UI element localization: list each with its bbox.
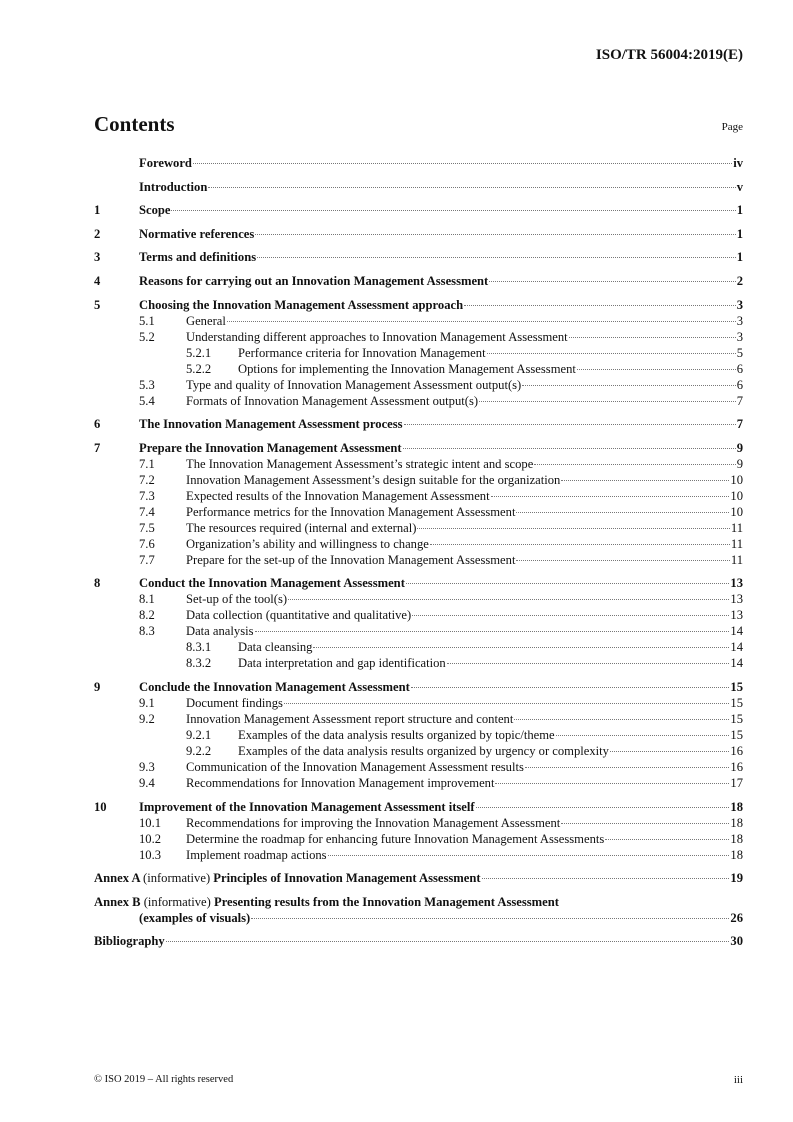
section-title: Improvement of the Innovation Management Assessment itself	[139, 799, 475, 814]
toc-entry[interactable]	[94, 377, 743, 393]
page-ref: 6	[736, 361, 743, 376]
toc-entry-annex-cont[interactable]	[94, 910, 743, 926]
section-number: 5.2	[139, 329, 155, 344]
section-number: 5.2.1	[186, 345, 212, 360]
section-title: Communication of the Innovation Management Assessment results	[186, 759, 524, 774]
dot-leader	[328, 855, 730, 856]
page-ref: 14	[730, 624, 743, 639]
dot-leader	[605, 839, 729, 840]
page-ref: 17	[730, 775, 743, 790]
section-number: 8.3.2	[186, 656, 212, 671]
page-ref: 1	[736, 203, 743, 218]
dot-leader	[404, 424, 736, 425]
section-number: 9.3	[139, 759, 155, 774]
toc-entry[interactable]	[94, 639, 743, 655]
toc-entry[interactable]	[94, 393, 743, 409]
dot-leader	[208, 187, 735, 188]
dot-leader	[288, 599, 729, 600]
page-ref: 18	[730, 847, 743, 862]
dot-leader	[255, 631, 730, 632]
page-ref: 10	[730, 488, 743, 503]
annex-label: Annex A	[94, 871, 140, 886]
page-ref: v	[736, 179, 743, 194]
annex-label: Annex B	[94, 894, 141, 909]
section-number: 7.1	[139, 456, 155, 471]
annex-title-cont: (examples of visuals)	[139, 910, 251, 925]
page-ref: 6	[736, 377, 743, 392]
section-title: Recommendations for improving the Innovation Management Assessment	[186, 815, 561, 830]
section-number: 7.6	[139, 536, 155, 551]
toc-entry[interactable]	[94, 655, 743, 671]
page-ref: 15	[730, 679, 743, 694]
section-number: 7.2	[139, 472, 155, 487]
section-title: Reasons for carrying out an Innovation Management Assessment	[139, 273, 489, 288]
section-number: 9.1	[139, 695, 155, 710]
page-number: iii	[733, 1074, 743, 1086]
toc-entry[interactable]	[94, 504, 743, 520]
page-ref: 19	[730, 871, 743, 886]
dot-leader	[556, 735, 730, 736]
page-ref: 26	[730, 910, 743, 925]
section-title: The resources required (internal and external)	[186, 520, 417, 535]
section-title: Conclude the Innovation Management Assessment	[139, 679, 410, 694]
page-ref: 11	[730, 552, 743, 567]
section-number: 10.3	[139, 847, 162, 862]
toc-entry[interactable]	[94, 297, 743, 313]
dot-leader	[479, 401, 736, 402]
section-number: 9.2.2	[186, 743, 212, 758]
section-number: 8.2	[139, 608, 155, 623]
dot-leader	[534, 464, 735, 465]
toc-entry-annex[interactable]	[94, 894, 743, 910]
section-title: Performance criteria for Innovation Management	[238, 345, 486, 360]
page-title: Contents	[94, 112, 175, 136]
dot-leader	[476, 807, 730, 808]
section-number: 9.4	[139, 775, 155, 790]
section-title: Implement roadmap actions	[186, 847, 327, 862]
toc-entry[interactable]	[94, 472, 743, 488]
section-number: 5.2.2	[186, 361, 212, 376]
section-title: Options for implementing the Innovation Management Assessment	[238, 361, 576, 376]
page-ref: 18	[730, 815, 743, 830]
section-number: 4	[94, 273, 101, 288]
page-ref: 10	[730, 472, 743, 487]
section-title: Set-up of the tool(s)	[186, 592, 288, 607]
page-ref: 15	[730, 695, 743, 710]
dot-leader	[522, 385, 735, 386]
section-title: Determine the roadmap for enhancing future Innovation Management Assessments	[186, 831, 605, 846]
section-number: 5.4	[139, 393, 155, 408]
page-ref: 18	[730, 831, 743, 846]
section-title: Prepare the Innovation Management Assessment	[139, 440, 402, 455]
toc-entry[interactable]	[94, 273, 743, 289]
page-ref: 1	[736, 250, 743, 265]
section-title: Understanding different approaches to Innovation Management Assessment	[186, 329, 568, 344]
page-ref: 15	[730, 727, 743, 742]
toc-entry[interactable]	[94, 759, 743, 775]
toc-entry[interactable]	[94, 202, 743, 218]
toc-entry[interactable]	[94, 440, 743, 456]
dot-leader	[525, 767, 730, 768]
dot-leader	[417, 528, 729, 529]
section-number: 7.7	[139, 552, 155, 567]
annex-note: (informative)	[143, 871, 211, 886]
toc-entry-annex[interactable]	[94, 870, 743, 886]
dot-leader	[255, 234, 735, 235]
page-ref: 3	[736, 329, 743, 344]
section-number: 1	[94, 203, 101, 218]
dot-leader	[464, 305, 736, 306]
section-title: Prepare for the set-up of the Innovation Management Assessment	[186, 552, 516, 567]
section-number: 6	[94, 417, 101, 432]
section-number: 7.5	[139, 520, 155, 535]
dot-leader	[487, 353, 736, 354]
toc-entry[interactable]	[94, 591, 743, 607]
toc-entry[interactable]	[94, 345, 743, 361]
dot-leader	[577, 369, 736, 370]
section-number: 7	[94, 440, 101, 455]
dot-leader	[561, 480, 729, 481]
section-title: Scope	[139, 203, 171, 218]
section-title: Recommendations for Innovation Management improvement	[186, 775, 495, 790]
page-ref: 11	[730, 536, 743, 551]
dot-leader	[561, 823, 729, 824]
dot-leader	[514, 719, 729, 720]
section-title: Type and quality of Innovation Management Assessment output(s)	[186, 377, 522, 392]
document-id: ISO/TR 56004:2019(E)	[595, 47, 743, 63]
section-number: 10.1	[139, 815, 162, 830]
dot-leader	[491, 496, 730, 497]
toc-entry[interactable]	[94, 361, 743, 377]
toc-entry[interactable]	[94, 313, 743, 329]
toc-entry[interactable]	[94, 679, 743, 695]
toc-entry[interactable]	[94, 552, 743, 568]
page-ref: 10	[730, 504, 743, 519]
section-title: General	[186, 313, 226, 328]
dot-leader	[495, 783, 729, 784]
toc-entry[interactable]	[94, 775, 743, 791]
dot-leader	[284, 703, 730, 704]
dot-leader	[403, 448, 736, 449]
section-number: 5	[94, 297, 101, 312]
annex-note: (informative)	[143, 894, 211, 909]
section-number: 8	[94, 576, 101, 591]
page-ref: 7	[736, 417, 743, 432]
toc-entry[interactable]	[94, 249, 743, 265]
toc-entry[interactable]	[94, 329, 743, 345]
page-ref: 3	[736, 297, 743, 312]
dot-leader	[516, 512, 729, 513]
page-ref: 18	[730, 799, 743, 814]
page-ref: 11	[730, 520, 743, 535]
section-title: Organization’s ability and willingness to change	[186, 536, 429, 551]
page-ref: 5	[736, 345, 743, 360]
dot-leader	[227, 321, 736, 322]
section-title: Examples of the data analysis results organized by urgency or complexity	[238, 743, 609, 758]
section-number: 5.3	[139, 377, 155, 392]
dot-leader	[193, 163, 732, 164]
dot-leader	[251, 918, 729, 919]
page-ref: 13	[730, 592, 743, 607]
section-title: Data collection (quantitative and qualitative)	[186, 608, 412, 623]
toc-entry[interactable]	[94, 155, 743, 171]
page-column-label: Page	[721, 121, 743, 133]
section-title: Innovation Management Assessment’s design suitable for the organization	[186, 472, 561, 487]
dot-leader	[166, 941, 730, 942]
section-title: Foreword	[139, 156, 192, 170]
dot-leader	[411, 687, 730, 688]
section-title: Normative references	[139, 226, 255, 241]
toc-entry[interactable]	[94, 456, 743, 472]
section-number: 8.3.1	[186, 640, 212, 655]
dot-leader	[569, 337, 736, 338]
dot-leader	[257, 257, 736, 258]
section-title: Expected results of the Innovation Management Assessment	[186, 488, 490, 503]
section-title: Data interpretation and gap identification	[238, 656, 446, 671]
toc-entry[interactable]	[94, 520, 743, 536]
toc-entry[interactable]	[94, 607, 743, 623]
page-ref: 2	[736, 273, 743, 288]
page-ref: 30	[730, 934, 743, 949]
section-number: 7.3	[139, 488, 155, 503]
dot-leader	[610, 751, 729, 752]
page-ref: 13	[730, 608, 743, 623]
section-title: Introduction	[139, 179, 208, 194]
section-number: 10	[94, 799, 107, 814]
toc-entry[interactable]	[94, 179, 743, 195]
dot-leader	[447, 663, 730, 664]
section-number: 9.2	[139, 711, 155, 726]
toc-entry[interactable]	[94, 488, 743, 504]
copyright: © ISO 2019 – All rights reserved	[94, 1074, 234, 1085]
page-ref: 14	[730, 640, 743, 655]
page-ref: 15	[730, 711, 743, 726]
dot-leader	[171, 210, 735, 211]
dot-leader	[489, 281, 735, 282]
section-title: Performance metrics for the Innovation Management Assessment	[186, 504, 516, 519]
toc-entry[interactable]	[94, 799, 743, 815]
dot-leader	[406, 583, 730, 584]
toc-entry[interactable]	[94, 226, 743, 242]
toc-entry-bibliography[interactable]	[94, 933, 743, 949]
dot-leader	[516, 560, 729, 561]
section-title: The Innovation Management Assessment process	[139, 417, 403, 432]
section-title: Examples of the data analysis results organized by topic/theme	[238, 727, 555, 742]
section-number: 8.3	[139, 624, 155, 639]
table-of-contents	[94, 155, 743, 949]
section-number: 8.1	[139, 592, 155, 607]
toc-entry[interactable]	[94, 711, 743, 727]
section-number: 7.4	[139, 504, 155, 519]
section-title: Choosing the Innovation Management Assessment approach	[139, 297, 464, 312]
page-ref: 16	[730, 743, 743, 758]
section-number: 3	[94, 250, 101, 265]
toc-entry[interactable]	[94, 623, 743, 639]
page-ref: 16	[730, 759, 743, 774]
section-title: The Innovation Management Assessment’s strategic intent and scope	[186, 456, 534, 471]
toc-entry[interactable]	[94, 815, 743, 831]
section-title: Innovation Management Assessment report structure and content	[186, 711, 514, 726]
section-number: 10.2	[139, 831, 162, 846]
annex-title: Principles of Innovation Management Assessment	[213, 871, 481, 886]
dot-leader	[412, 615, 729, 616]
section-title: Terms and definitions	[139, 250, 257, 265]
section-number: 2	[94, 226, 101, 241]
toc-entry[interactable]	[94, 847, 743, 863]
toc-entry[interactable]	[94, 536, 743, 552]
page-ref: 1	[736, 226, 743, 241]
toc-entry[interactable]	[94, 575, 743, 591]
section-title: Bibliography	[94, 934, 165, 949]
toc-entry[interactable]	[94, 727, 743, 743]
toc-entry[interactable]	[94, 743, 743, 759]
toc-entry[interactable]	[94, 695, 743, 711]
section-number: 9	[94, 679, 101, 694]
page-ref: 9	[736, 440, 743, 455]
dot-leader	[313, 647, 729, 648]
page-ref: 9	[736, 456, 743, 471]
dot-leader	[430, 544, 730, 545]
page-ref: iv	[733, 156, 743, 170]
page-ref: 7	[736, 393, 743, 408]
section-title: Document findings	[186, 695, 283, 710]
annex-title: Presenting results from the Innovation Management Assessment	[214, 894, 559, 909]
section-title: Formats of Innovation Management Assessment output(s)	[186, 393, 479, 408]
dot-leader	[482, 878, 730, 879]
toc-entry[interactable]	[94, 416, 743, 432]
section-number: 5.1	[139, 313, 155, 328]
section-title: Data cleansing	[238, 640, 313, 655]
section-title: Conduct the Innovation Management Assessment	[139, 576, 405, 591]
toc-entry[interactable]	[94, 831, 743, 847]
page-ref: 13	[730, 576, 743, 591]
page-ref: 14	[730, 656, 743, 671]
section-number: 9.2.1	[186, 727, 212, 742]
section-title: Data analysis	[186, 624, 254, 639]
page-ref: 3	[736, 313, 743, 328]
